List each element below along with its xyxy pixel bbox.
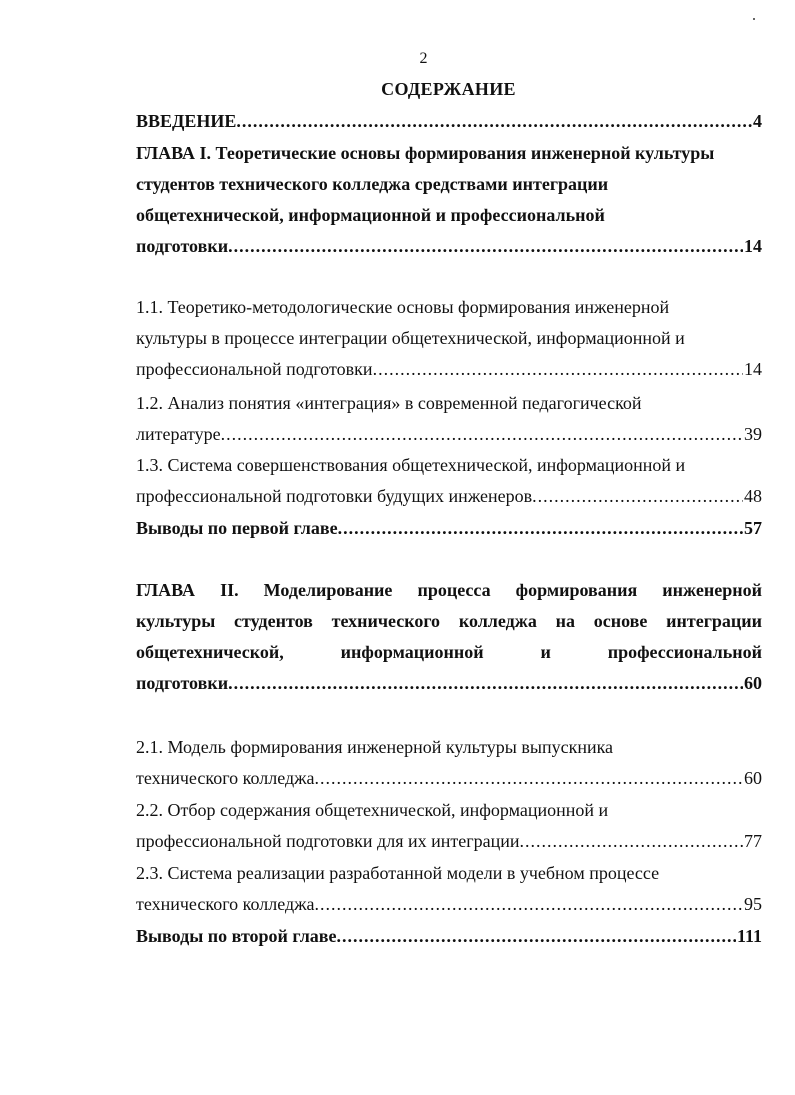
entry-label: технического колледжа xyxy=(136,894,315,914)
entry-label: профессиональной подготовки будущих инженеров xyxy=(136,486,533,506)
word: колледжа xyxy=(458,611,537,631)
toc-row xyxy=(136,106,762,137)
dot-leader xyxy=(315,763,743,794)
word: основе xyxy=(593,611,648,631)
entry-page: 60 xyxy=(744,768,762,788)
entry-label: профессиональной подготовки для их интеграции xyxy=(136,831,520,851)
word: студентов xyxy=(234,611,313,631)
entry-text-line: студентов технического колледжа средствами интеграции xyxy=(136,174,609,194)
toc-row xyxy=(136,231,762,262)
entry-text-line xyxy=(136,606,762,637)
entry-page: 48 xyxy=(744,486,762,506)
toc-row xyxy=(136,889,762,920)
entry-text-line: 2.2. Отбор содержания общетехнической, информационной и xyxy=(136,800,609,820)
word: II. xyxy=(220,580,239,600)
toc-entry-intro[interactable] xyxy=(136,106,762,137)
toc-title: СОДЕРЖАНИЕ xyxy=(381,79,516,99)
word: интеграции xyxy=(666,611,762,631)
toc-entry-section-1-1[interactable] xyxy=(136,292,762,385)
entry-label: ВВЕДЕНИЕ xyxy=(136,111,237,131)
toc-row xyxy=(136,419,762,450)
word: формирования xyxy=(515,580,638,600)
entry-text-line xyxy=(136,637,762,668)
toc-entry-section-2-1[interactable] xyxy=(136,732,762,794)
entry-text-line: общетехнической, информационной и профессиональной xyxy=(136,205,605,225)
entry-label: профессиональной подготовки xyxy=(136,359,373,379)
toc-entry-chapter-1[interactable] xyxy=(136,138,762,262)
dot-leader xyxy=(532,481,743,512)
entry-page: 39 xyxy=(744,424,762,444)
dot-leader xyxy=(315,889,743,920)
dot-leader xyxy=(337,921,736,952)
entry-page: 95 xyxy=(744,894,762,914)
entry-page: 4 xyxy=(753,111,762,131)
entry-text-line: 1.1. Теоретико-методологические основы формирования инженерной xyxy=(136,297,670,317)
entry-text-line: культуры в процессе интеграции общетехнической, информационной и xyxy=(136,328,685,348)
word: на xyxy=(555,611,575,631)
toc-row xyxy=(136,826,762,857)
entry-text-line: ГЛАВА I. Теоретические основы формирования инженерной культуры xyxy=(136,143,715,163)
toc-entry-section-1-3[interactable] xyxy=(136,450,762,512)
entry-page: 77 xyxy=(744,831,762,851)
word: профессиональной xyxy=(607,642,762,662)
entry-page: 111 xyxy=(736,926,762,946)
word: Моделирование xyxy=(263,580,393,600)
toc-entry-chapter-2[interactable] xyxy=(136,575,762,699)
toc-entry-section-2-3[interactable] xyxy=(136,858,762,920)
dot-leader xyxy=(228,668,743,699)
entry-label: технического колледжа xyxy=(136,768,315,788)
word: процесса xyxy=(417,580,491,600)
entry-label: подготовки xyxy=(136,673,229,693)
entry-label: литературе xyxy=(136,424,221,444)
toc-row xyxy=(136,668,762,699)
word: инженерной xyxy=(662,580,762,600)
entry-page: 14 xyxy=(744,359,762,379)
page-number: 2 xyxy=(419,50,428,67)
toc-row xyxy=(136,763,762,794)
word: культуры xyxy=(136,611,216,631)
entry-text-line: 1.2. Анализ понятия «интеграция» в современной педагогической xyxy=(136,393,642,413)
dot-leader xyxy=(228,231,743,262)
entry-label: Выводы по второй главе xyxy=(136,926,337,946)
dot-leader xyxy=(221,419,743,450)
entry-page: 60 xyxy=(744,673,762,693)
scan-speck xyxy=(753,18,755,20)
word: общетехнической, xyxy=(136,642,284,662)
entry-label: Выводы по первой главе xyxy=(136,518,338,538)
dot-leader xyxy=(338,513,743,544)
dot-leader xyxy=(373,354,743,385)
toc-row xyxy=(136,354,762,385)
word: ГЛАВА xyxy=(136,580,196,600)
entry-text-line: 2.3. Система реализации разработанной модели в учебном процессе xyxy=(136,863,660,883)
toc-row xyxy=(136,921,762,952)
entry-page: 57 xyxy=(744,518,762,538)
dot-leader xyxy=(236,106,752,137)
word: технического xyxy=(331,611,441,631)
toc-entry-section-1-2[interactable] xyxy=(136,388,762,450)
toc-row xyxy=(136,481,762,512)
toc-entry-conclusions-2[interactable] xyxy=(136,921,762,952)
entry-text-line xyxy=(136,575,762,606)
word: и xyxy=(540,642,551,662)
toc-entry-conclusions-1[interactable] xyxy=(136,513,762,544)
entry-text-line: 2.1. Модель формирования инженерной культуры выпускника xyxy=(136,737,614,757)
entry-page: 14 xyxy=(744,236,762,256)
entry-text-line: 1.3. Система совершенствования общетехнической, информационной и xyxy=(136,455,686,475)
toc-entry-section-2-2[interactable] xyxy=(136,795,762,857)
toc-row xyxy=(136,513,762,544)
word: информационной xyxy=(340,642,484,662)
dot-leader xyxy=(520,826,743,857)
entry-label: подготовки xyxy=(136,236,229,256)
